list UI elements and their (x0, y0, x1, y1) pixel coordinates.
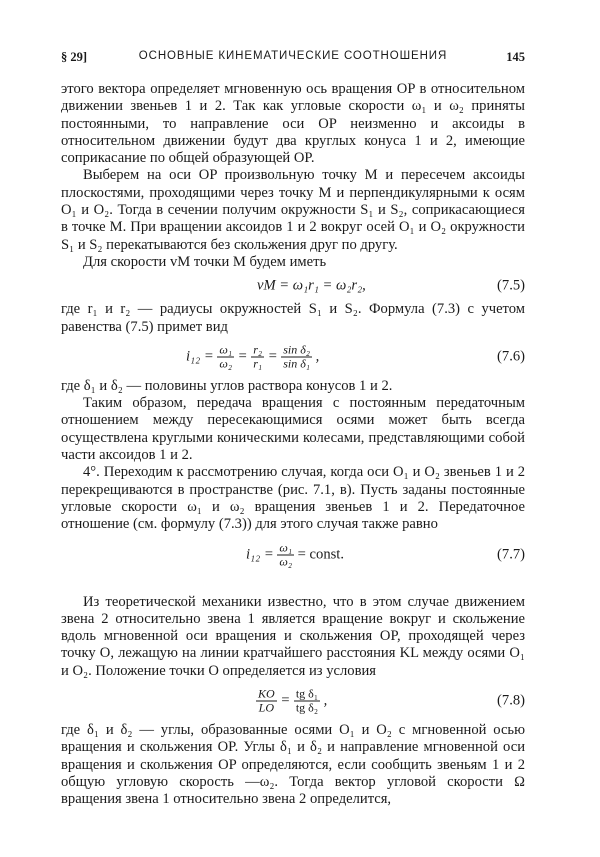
equation-7-7-number: (7.7) (497, 545, 525, 562)
eq76-equals-2: = (267, 348, 278, 365)
spacer (61, 576, 525, 594)
equation-7-8 (61, 680, 525, 722)
paragraph-5: где δ₁ и δ₂ — половины углов раствора конусов 1 и 2. (61, 377, 393, 394)
eq77-fraction-omega: $\frac{\text{ω₁}}{\text{ω₂}}$ (279, 540, 293, 569)
eq77-lhs: i₁₂ = (246, 545, 274, 562)
eq78-fraction-tangent: $\frac{\text{tg δ₁}}{\text{tg δ₂}}$ (295, 686, 319, 715)
eq76-equals-1: = (237, 348, 248, 365)
eq76-fraction-sine: $\frac{\text{sin δ₂}}{\text{sin δ₁}}$ (283, 342, 310, 371)
equation-7-8-formula (256, 688, 327, 715)
paragraph-4: где r₁ и r₂ — радиусы окружностей S₁ и S₂. Формула (7.3) с учетом равенства (7.5) примет вид (61, 301, 525, 335)
section-mark: § 29] (61, 50, 88, 64)
paragraph-6: Таким образом, передача вращения с постоянным передаточным отношением между пересекающимися осями может быть всегда осуществлена круглыми коническими колесами, представляющими собой части аксоидов 1 и 2. (61, 395, 525, 464)
equation-7-5 (61, 271, 525, 301)
eq78-comma: , (323, 692, 328, 709)
paragraph-3: Для скорости vM точки M будем иметь (83, 253, 327, 270)
paragraph-2: Выберем на оси OP произвольную точку M и пересечем аксоиды плоскостями, проходящими через точку M и перпендикулярными к осям O₁ и O₂. Тогда в сечении получим окружности S₁ и S₂, соприкасающиеся в точке M. При вращении аксоидов 1 и 2 вокруг осей O₁ и O₂ окружности S₁ и S₂ перекатываются без скольжения друг по другу. (61, 167, 525, 253)
eq76-fraction-omega: $\frac{\text{ω₁}}{\text{ω₂}}$ (219, 342, 233, 371)
paragraph-9: где δ₁ и δ₂ — углы, образованные осями O₁ и O₂ с мгновенной осью вращения и скольжения OP. Углы δ₁ и δ₂ и направление мгновенной оси вращения и скольжения OP определяются, если сообщить звеньям 1 и 2 общую угловую скорость —ω₂. Тогда вектор угловой скорости Ω вращения звена 1 относительно звена 2 определится, (61, 722, 525, 808)
equation-7-7 (61, 534, 525, 576)
equation-7-6 (61, 336, 525, 378)
paragraph-1: этого вектора определяет мгновенную ось вращения OP в относительном движении звеньев 1 и 2. Так как угловые скорости ω₁ и ω₂ приняты постоянными, то направление оси OP неизменно и аксоиды в относительном движении будут два круглых конуса 1 и 2, имеющие соприкасание по общей образующей OP. (61, 81, 525, 167)
equation-7-5-formula: vM = ω₁r₁ = ω₂r₂, (257, 277, 366, 294)
eq76-comma: , (315, 348, 320, 365)
page-number: 145 (506, 50, 525, 64)
book-page (61, 50, 525, 809)
eq78-fraction-lengths: $\frac{KO}{LO}$ (258, 686, 275, 715)
equation-7-8-number: (7.8) (497, 692, 525, 709)
eq77-rhs: = const. (297, 545, 345, 562)
equation-7-6-formula (186, 343, 319, 370)
page-body (61, 81, 525, 809)
eq76-lhs: i₁₂ = (186, 348, 214, 365)
eq76-fraction-radius: $\frac{\text{r₂}}{\text{r₁}}$ (253, 342, 263, 371)
paragraph-8: Из теоретической механики известно, что в этом случае движением звена 2 относительно звена 1 является вращение вокруг и скольжение вдоль мгновенной оси вращения и скольжения OP, проходящей через точку O, лежащую на линии кратчайшего расстояния KL между осями O₁ и O₂. Положение точки O определяется из условия (61, 593, 525, 679)
eq78-equals: = (280, 692, 291, 709)
paragraph-7: 4°. Переходим к рассмотрению случая, когда оси O₁ и O₂ звеньев 1 и 2 перекрещиваются в пространстве (рис. 7.1, в). Пусть заданы постоянные угловые скорости ω₁ и ω₂ вращения звеньев 1 и 2. Передаточное отношение (см. формулу (7.3)) для этого случая также равно (61, 464, 525, 533)
equation-7-6-number: (7.6) (497, 348, 525, 365)
running-header (61, 50, 525, 70)
chapter-title: ОСНОВНЫЕ КИНЕМАТИЧЕСКИЕ СООТНОШЕНИЯ (138, 50, 448, 62)
equation-7-7-formula (246, 541, 344, 568)
equation-7-5-number: (7.5) (497, 277, 525, 294)
